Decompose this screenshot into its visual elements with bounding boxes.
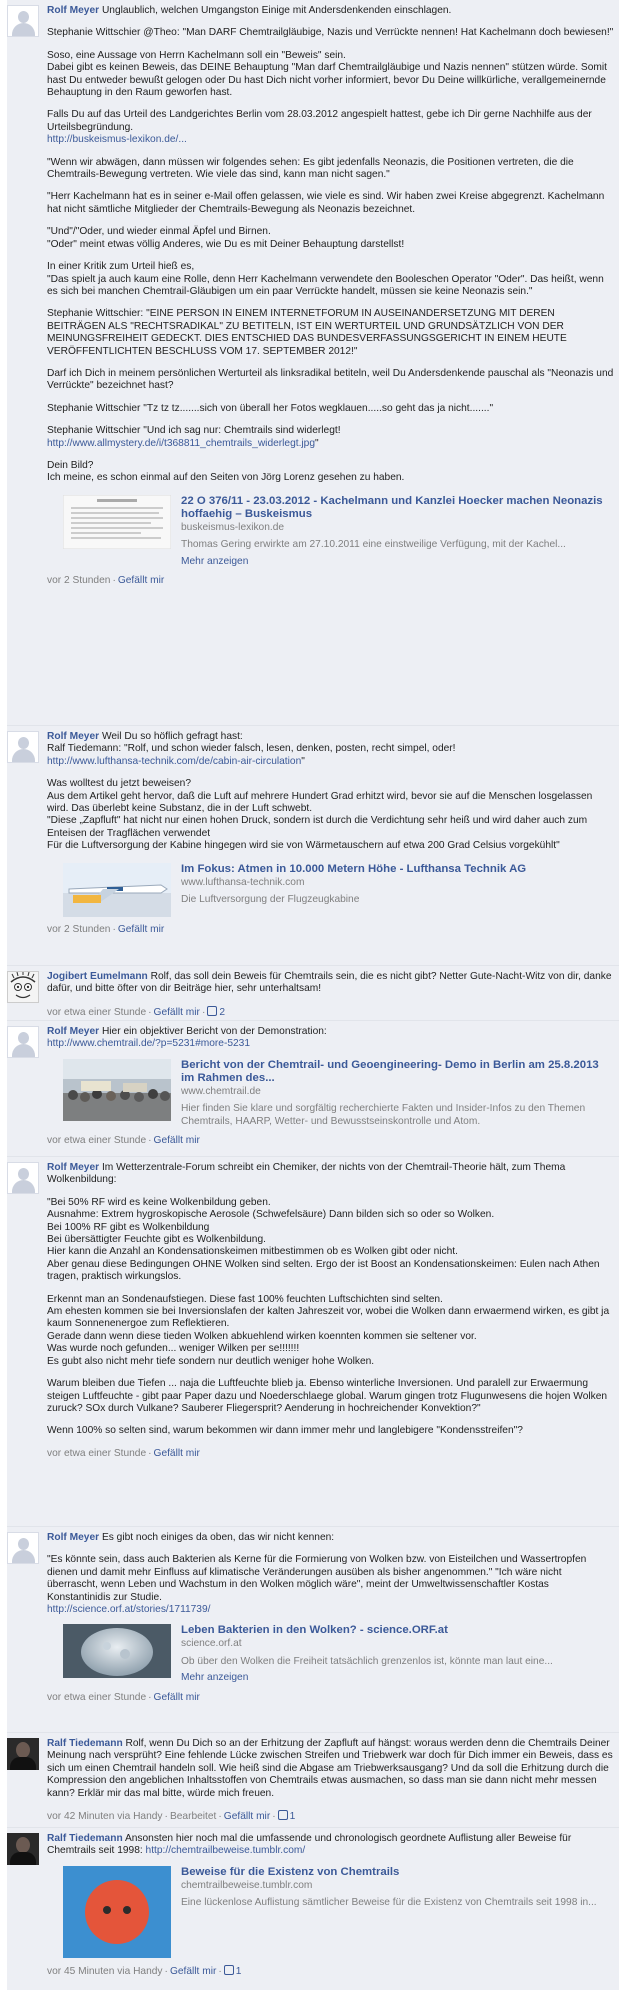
comment-author[interactable]: Ralf Tiedemann — [47, 1738, 123, 1749]
comment-paragraph: Was wolltest du jetzt beweisen? — [47, 778, 192, 790]
comment-link[interactable]: http://www.chemtrail.de/?p=5231#more-5231 — [47, 1038, 251, 1050]
comment-paragraph: "Oder" meint etwas völlig Anderes, wie Du es mit Deiner Behauptung darstellst! — [47, 238, 405, 250]
comment-paragraph: Ich meine, es schon einmal auf den Seiten von Jörg Lorenz gesehen zu haben. — [47, 472, 405, 484]
comment-line: Es gubt also nicht mehr tiefe sondern nur deutlich weniger hohe Wolken. — [47, 1355, 375, 1367]
comment-line: Bei 100% RF gibt es Wolkenbildung — [47, 1221, 210, 1233]
comment — [7, 1157, 619, 1527]
preview-description: Ob über den Wolken die Freiheit tatsächlich grenzenlos ist, könnte man laut eine... — [181, 1655, 553, 1667]
like-button[interactable]: Gefällt mir — [153, 1447, 200, 1459]
comment-time[interactable]: vor etwa einer Stunde — [47, 1447, 147, 1459]
preview-description: Die Luftversorgung der Flugzeugkabine — [181, 894, 360, 906]
comment-text: Es gibt noch einiges da oben, das wir nicht kennen: — [101, 1532, 335, 1543]
comment-meta: vor etwa einer Stunde · Gefällt mir — [47, 1135, 200, 1147]
comment — [7, 1527, 619, 1733]
preview-domain: science.orf.at — [181, 1638, 242, 1650]
comment-paragraph: "Diese „Zapfluft" hat nicht nur einen hohen Druck, sondern ist durch die Verdichtung sehr heiß und wird daher auch zum Enteisen der Tragflächen verwendet — [47, 815, 588, 839]
preview-domain: buskeismus-lexikon.de — [181, 521, 285, 533]
comment-line: Was wurde noch gefunden... weniger Wilken per se!!!!!!! — [47, 1343, 300, 1355]
comment-paragraph: "Das spielt ja auch kaum eine Rolle, denn Herr Kachelmann verwendete den Booleschen Operator "Oder". Das heißt, wenn es sich bei manchen Chemtrail-Gläubigen um ein paar Verrückte handelt, müssen sie keine Neonazis sein." — [47, 273, 604, 297]
comment-meta: vor etwa einer Stunde · Gefällt mir · 2 — [47, 1006, 226, 1018]
comment-link[interactable]: http://www.allmystery.de/i/t368811_chemtrails_widerlegt.jpg — [47, 437, 316, 449]
like-button[interactable]: Gefällt mir — [153, 1006, 200, 1018]
comment-link[interactable]: http://buskeismus-lexikon.de/... — [47, 134, 187, 146]
comment-meta: vor etwa einer Stunde · Gefällt mir — [47, 1691, 200, 1703]
link-preview[interactable] — [63, 495, 615, 568]
comment-time[interactable]: vor etwa einer Stunde — [47, 1691, 147, 1703]
thumbs-up-icon — [207, 1006, 217, 1016]
preview-domain: www.lufthansa-technik.com — [181, 876, 305, 888]
comment-paragraph: Dabei gibt es keinen Beweis, das DEINE Behauptung "Man darf Chemtrailgläubige und Nazis nennen" stützen würde. Somit hast Du entweder bewußt gelogen oder Du hast Dich nicht vorher informiert, bevor Du Deine willkürliche, verallgemeinernde Behauptung in den Raum geworfen hast. — [47, 62, 607, 99]
like-count[interactable] — [278, 1811, 296, 1822]
link-preview[interactable] — [63, 1059, 615, 1128]
comment-meta: vor 42 Minuten via Handy · Bearbeitet · Gefällt mir · 1 — [47, 1811, 296, 1823]
avatar[interactable] — [7, 1532, 39, 1564]
comment-text: Rolf, das soll dein Beweis für Chemtrails sein, die es nicht gibt? Netter Gute-Nacht-Witz von dir, danke dafür, und bitte öfter von dir Beiträge hier, sehr unterhaltsam! — [47, 971, 612, 995]
preview-description: Thomas Gering erwirkte am 27.10.2011 eine einstweilige Verfügung, mit der Kachel... — [181, 539, 566, 551]
comment-text: Ansonsten hier noch mal die umfassende und chronologisch geordnete Auflistung aller Beweise für Chemtrails seit 1998: — [47, 1833, 572, 1857]
comment-line: Am ehesten kommen sie bei Inversionslafen der kalten Jahreszeit vor, wobei die Wolken dann erwaermend wirken, es gibt ja kaum Sonnenenergoe zum Reflektieren. — [47, 1306, 610, 1330]
like-count-value: 1 — [289, 1811, 296, 1823]
quote-end: " — [315, 437, 319, 449]
like-button[interactable]: Gefällt mir — [223, 1811, 271, 1823]
comment-time[interactable]: vor 2 Stunden — [47, 575, 111, 586]
preview-image[interactable] — [63, 1059, 171, 1121]
preview-title[interactable]: Im Fokus: Atmen in 10.000 Metern Höhe - Lufthansa Technik AG — [181, 862, 527, 875]
like-count-value: 1 — [235, 1965, 242, 1977]
comment-meta: vor etwa einer Stunde · Gefällt mir — [47, 1447, 200, 1459]
comment-line: "Bei 50% RF wird es keine Wolkenbildung geben. — [47, 1196, 271, 1208]
comment — [7, 1733, 619, 1828]
comment-time[interactable]: vor 2 Stunden — [47, 923, 111, 935]
avatar[interactable] — [7, 1162, 39, 1194]
like-count[interactable] — [224, 1966, 242, 1977]
comment-paragraph: Für die Luftversorgung der Kabine hingegen wird sie von Wärmetauschern auf etwa 200 Grad Celsius vorgekühlt" — [47, 840, 560, 852]
edited-label[interactable]: Bearbeitet — [169, 1811, 217, 1823]
comment — [7, 1021, 619, 1157]
comment-meta: vor 45 Minuten via Handy · Gefällt mir · 1 — [47, 1965, 242, 1977]
comment-author[interactable]: Rolf Meyer — [47, 1532, 100, 1543]
comment-time[interactable]: vor 45 Minuten via Handy — [47, 1965, 163, 1977]
comment-paragraph: Soso, eine Aussage von Herrn Kachelmann soll ein "Beweis" sein. — [47, 49, 346, 61]
comment-text: Weil Du so höflich gefragt hast: — [101, 731, 243, 742]
preview-title[interactable]: Leben Bakterien in den Wolken? - science.ORF.at — [181, 1624, 448, 1637]
comment-paragraph: Warum bleiben due Tiefen ... naja die Luftfeuchte blieb ja. Ebenso winterliche Inversionen. Und paralell zur Erwaermung steigen Luftfeuchte - gibt paar Paper dazu und Noederschlaege global. Warum gingen trotz Flugunwesens die hojen Wolken zuruck? SOx durch Vulkane? Sauberer Fliegersprit? Aenderung in hochreichender Konvektion?" — [47, 1378, 608, 1414]
comment-line: Ausnahme: Extrem hygroskopische Aerosole (Schwefelsäure) Dann bilden sich so oder so Wolken. — [47, 1209, 495, 1221]
preview-image[interactable] — [63, 1866, 171, 1958]
preview-image[interactable] — [63, 495, 171, 549]
comment-paragraph: Aus dem Artikel geht hervor, daß die Luft auf mehrere Hundert Grad erhitzt wird, bevor sie auf die Menschen losgelassen wird. Das überlebt keine Substanz, die in der Luft schwebt. — [47, 790, 593, 815]
like-button[interactable]: Gefällt mir — [117, 923, 165, 935]
quote-end: " — [301, 755, 305, 767]
preview-image[interactable] — [63, 863, 171, 917]
comment-text: Hier ein objektiver Bericht von der Demonstration: — [101, 1026, 327, 1037]
comment-text: Rolf, wenn Du Dich so an der Erhitzung der Zapfluft auf hängst: woraus werden denn die Chemtrails Deiner Meinung nach versprüht? Eine fehlende Lücke zwischen Streifen und Triebwerk war doch für Dich immer ein Beweis, dass es sich um einen Chemtrail handeln soll. Wie heiß sind die Abgase am Triebwerksausgang? Und da soll die Erhitzung durch die Kompression den angeblichen Inhaltsstoffen von Chemtrails etwas ausmachen, so dass man sie dann nicht mehr messen kann? Erklär mir das mal bitte, würde mich freuen. — [47, 1738, 613, 1799]
comment-paragraph: "Und"/"Oder, und wieder einmal Äpfel und Birnen. — [47, 226, 271, 238]
comment-text: Im Wetterzentrale-Forum schreibt ein Chemiker, der nichts von der Chemtrail-Theorie hält, zum Thema Wolkenbildung: — [47, 1162, 566, 1186]
preview-domain: chemtrailbeweise.tumblr.com — [181, 1879, 313, 1891]
preview-image[interactable] — [63, 1624, 171, 1678]
thumbs-up-icon — [278, 1810, 288, 1820]
comment-author[interactable]: Ralf Tiedemann — [47, 1833, 123, 1844]
like-count[interactable] — [207, 1007, 225, 1018]
comment — [7, 966, 619, 1021]
preview-title[interactable]: Bericht von der Chemtrail- und Geoengineering- Demo in Berlin am 25.8.2013 im Rahmen des... — [181, 1058, 599, 1084]
comment-link[interactable]: http://www.lufthansa-technik.com/de/cabin-air-circulation — [47, 755, 302, 767]
show-more-link[interactable]: Mehr anzeigen — [181, 1672, 249, 1684]
comment-text: Unglaublich, welchen Umgangston Einige mit Andersdenkenden einschlagen. — [101, 5, 452, 16]
like-button[interactable]: Gefällt mir — [169, 1965, 217, 1977]
comment-time[interactable]: vor etwa einer Stunde — [47, 1006, 147, 1018]
avatar[interactable] — [7, 971, 39, 1003]
comment-link[interactable]: http://chemtrailbeweise.tumblr.com/ — [145, 1845, 306, 1857]
avatar[interactable] — [7, 1026, 39, 1058]
link-preview[interactable] — [63, 1624, 615, 1684]
comment-paragraph: Stephanie Wittschier @Theo: "Man DARF Chemtrailgläubige, Nazis und Verrückte nennen! Hat Kachelmann doch bewiesen!" — [47, 27, 614, 39]
comment — [7, 1828, 619, 1990]
preview-description: Eine lückenlose Auflistung sämtlicher Beweise für die Existenz von Chemtrails seit 1998 in... — [181, 1897, 597, 1909]
preview-title[interactable]: 22 O 376/11 - 23.03.2012 - Kachelmann und Kanzlei Hoecker machen Neonazis hoffaehig – Buskeismus — [181, 494, 603, 520]
comment-author[interactable]: Rolf Meyer — [47, 5, 100, 16]
like-button[interactable]: Gefällt mir — [153, 1691, 200, 1703]
like-count-value: 2 — [219, 1006, 226, 1018]
avatar[interactable] — [7, 5, 39, 37]
like-button[interactable]: Gefällt mir — [117, 575, 165, 586]
comment-paragraph: Dein Bild? — [47, 459, 94, 471]
comment-author[interactable]: Jogibert Eumelmann — [47, 971, 148, 982]
comment-paragraph: Darf ich Dich in meinem persönlichen Werturteil als linksradikal betiteln, weil Du Andersdenkende pauschal als "Neonazis und Verrückte" bezeichnet hast? — [47, 367, 614, 392]
comment-line: Erkennt man an Sondenaufstiegen. Diese fast 100% feuchten Luftschichten sind selten. — [47, 1293, 443, 1305]
link-preview[interactable] — [63, 863, 615, 917]
comment-paragraph: Falls Du auf das Urteil des Landgerichtes Berlin vom 28.03.2012 angespielt hattest, gebe ich Dir gerne Nachhilfe aus der Urteilsbegründung. — [47, 109, 592, 133]
comment-time[interactable]: vor etwa einer Stunde — [47, 1135, 147, 1147]
avatar[interactable] — [7, 1738, 39, 1770]
comment-paragraph: "Es könnte sein, dass auch Bakterien als Kerne für die Formierung von Wolken bzw. von Eisteilchen und Wassertropfen dienen und damit mehr Einfluss auf klimatische Veränderungen ausüben als bisher angenommen." "Ich wäre nicht überrascht, wenn Leben und Wachstum in den Wolken möglich wäre", meint der Umweltwissenschaftler Kostas Konstantinidis zur Studie. — [47, 1554, 587, 1603]
avatar[interactable] — [7, 1833, 39, 1865]
comment-author[interactable]: Rolf Meyer — [47, 1026, 100, 1037]
comment-paragraph: "Wenn wir abwägen, dann müssen wir folgendes sehen: Es gibt jedenfalls Neonazis, die Positionen vertreten, die die Chemtrails-Bewegung vertreten. Wie viele das sind, kann man nicht sagen." — [47, 156, 574, 181]
comment-line: Aber genau diese Bedingungen OHNE Wolken sind selten. Ergo der ist Boost an Kondensationskeimen: Eulen nach Athen tragen, praktisch wirkungslos. — [47, 1258, 600, 1283]
comment-paragraph: In einer Kritik zum Urteil hieß es, — [47, 261, 195, 273]
comment-link[interactable]: http://science.orf.at/stories/1711739/ — [47, 1604, 211, 1616]
comment-paragraph: Wenn 100% so selten sind, warum bekommen wir dann immer mehr und langlebigere "Kondensstreifen"? — [47, 1425, 523, 1437]
comment — [7, 0, 619, 726]
link-preview[interactable] — [63, 1866, 615, 1958]
preview-description: Hier finden Sie klare und sorgfältig recherchierte Fakten und Insider-Infos zu den Themen Chemtrails, HAARP, Wetter- und Bewusstseinskontrolle und Atom. — [181, 1103, 586, 1127]
comment-meta: vor 2 Stunden · Gefällt mir — [47, 575, 165, 586]
like-button[interactable]: Gefällt mir — [153, 1135, 200, 1147]
comment-paragraph: Stephanie Wittschier "Und ich sag nur: Chemtrails sind widerlegt! — [47, 425, 341, 437]
comment-text: Ralf Tiedemann: "Rolf, und schon wieder falsch, lesen, denken, posten, recht simpel, oder! — [47, 743, 456, 755]
preview-domain: www.chemtrail.de — [181, 1085, 261, 1097]
thumbs-up-icon — [224, 1965, 234, 1975]
preview-title[interactable]: Beweise für die Existenz von Chemtrails — [181, 1865, 400, 1878]
avatar[interactable] — [7, 731, 39, 763]
comment-line: Hier kann die Anzahl an Kondensationskeimen mitbestimmen ob es Wolken gibt oder nicht. — [47, 1246, 458, 1258]
show-more-link[interactable]: Mehr anzeigen — [181, 555, 249, 567]
comment-author[interactable]: Rolf Meyer — [47, 1162, 100, 1173]
comment-paragraph: Stephanie Wittschier: "EINE PERSON IN EINEM INTERNETFORUM IN AUSEINANDERSETZUNG MIT DEREN BEITRÄGEN ALS "RECHTSRADIKAL" ZU BETITELN, IST EIN WERTURTEIL UND GRUNDSÄTZLICH VON DER MEINUNGSFREIHEIT GEDECKT. DIES ENTSCHIED DAS BUNDESVERFASSUNGSGERICHT IN EINEM HEUTE VERÖFFENTLICHTEN BESCHLUSS VOM 17. SEPTEMBER 2012!" — [47, 308, 567, 357]
comment-line: Bei übersättigter Feuchte gibt es Wolkenbildung. — [47, 1234, 266, 1246]
comment-line: Gerade dann wenn diese tieden Wolken abkuehlend wirken koennten kommen sie seltener vor. — [47, 1330, 477, 1342]
comment-author[interactable]: Rolf Meyer — [47, 731, 100, 742]
comment-paragraph: Stephanie Wittschier "Tz tz tz.......sich von überall her Fotos wegklauen.....so geht das ja nicht......." — [47, 402, 494, 414]
comment-meta: vor 2 Stunden · Gefällt mir — [47, 923, 165, 935]
comment — [7, 726, 619, 966]
comment-paragraph: "Herr Kachelmann hat es in seiner e-Mail offen gelassen, wie viele es sind. Wir haben zwei Kreise abgegrenzt. Kachelmann hat nicht sämtliche Mitglieder der Chemtrails-Bewegung als Neonazis bezeichnet. — [47, 191, 605, 215]
comment-time[interactable]: vor 42 Minuten via Handy — [47, 1811, 163, 1823]
